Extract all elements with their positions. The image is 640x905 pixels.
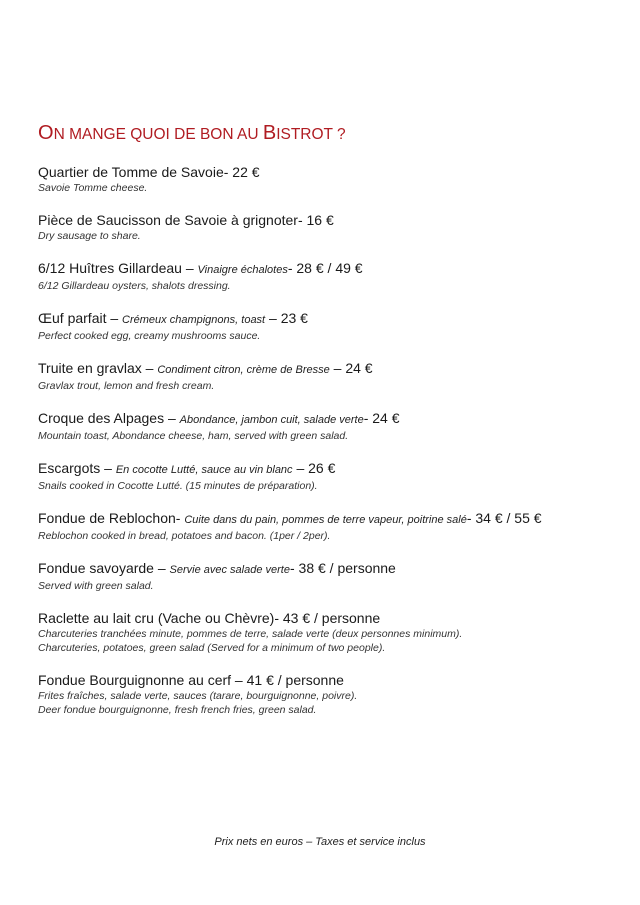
dish-translation: Charcuteries tranchées minute, pommes de terre, salade verte (deux personnes minimum). xyxy=(38,628,463,640)
dish-name: Œuf parfait – xyxy=(38,310,123,326)
dish-description: Abondance, jambon cuit, salade verte xyxy=(179,414,364,426)
dish-translation: Savoie Tomme cheese. xyxy=(38,182,148,194)
dish-translation: Deer fondue bourguignonne, fresh french fries, green salad. xyxy=(38,704,317,716)
dish-translation: Dry sausage to share. xyxy=(38,230,141,242)
dish-name: Fondue Bourguignonne au cerf xyxy=(38,672,232,688)
dish-price: - 24 € xyxy=(363,410,400,426)
dish-name: Escargots – xyxy=(38,460,116,476)
dish-price: – 26 € xyxy=(292,460,336,476)
menu-item-title xyxy=(38,309,628,329)
menu-item-title xyxy=(38,559,628,579)
dish-translation: Perfect cooked egg, creamy mushrooms sauce. xyxy=(38,330,261,342)
menu-item xyxy=(38,211,628,243)
menu-item xyxy=(38,259,628,293)
dish-description: Cuite dans du pain, pommes de terre vapeur, poitrine salé xyxy=(184,514,467,526)
menu-item xyxy=(38,509,628,543)
dish-name: Raclette au lait cru (Vache ou Chèvre) xyxy=(38,610,275,626)
dish-name: 6/12 Huîtres Gillardeau – xyxy=(38,260,198,276)
dish-description: Condiment citron, crème de Bresse xyxy=(157,364,330,376)
dish-description: Crémeux champignons, toast xyxy=(122,314,266,326)
menu-item-title xyxy=(38,671,628,689)
menu-item-title xyxy=(38,359,628,379)
menu-item xyxy=(38,459,628,493)
menu-list xyxy=(38,163,628,733)
dish-description: Vinaigre échalotes xyxy=(197,264,288,276)
dish-translation: 6/12 Gillardeau oysters, shalots dressing. xyxy=(38,280,231,292)
menu-item-title xyxy=(38,409,628,429)
dish-name: Pièce de Saucisson de Savoie à grignoter xyxy=(38,212,298,228)
dish-price: - 28 € / 49 € xyxy=(287,260,363,276)
menu-title: ON MANGE QUOI DE BON AU BISTROT ? xyxy=(38,122,346,144)
dish-price: - 43 € / personne xyxy=(274,610,381,626)
menu-item-title xyxy=(38,609,628,627)
dish-description: Servie avec salade verte xyxy=(169,564,290,576)
dish-translation: Gravlax trout, lemon and fresh cream. xyxy=(38,380,215,392)
dish-price: - 16 € xyxy=(297,212,334,228)
dish-description: En cocotte Lutté, sauce au vin blanc xyxy=(115,464,293,476)
menu-item xyxy=(38,309,628,343)
dish-name: Quartier de Tomme de Savoie xyxy=(38,164,224,180)
dish-price: – 41 € / personne xyxy=(231,672,344,688)
dish-price: - 34 € / 55 € xyxy=(466,510,542,526)
menu-item xyxy=(38,671,628,717)
dish-translation: Frites fraîches, salade verte, sauces (tarare, bourguignonne, poivre). xyxy=(38,690,358,702)
dish-price: – 23 € xyxy=(265,310,308,326)
dish-translation: Snails cooked in Cocotte Lutté. (15 minutes de préparation). xyxy=(38,480,318,492)
dish-name: Truite en gravlax – xyxy=(38,360,158,376)
dish-name: Croque des Alpages – xyxy=(38,410,180,426)
dish-translation: Reblochon cooked in bread, potatoes and bacon. (1per / 2per). xyxy=(38,530,331,542)
dish-price: - 38 € / personne xyxy=(289,560,396,576)
menu-item xyxy=(38,409,628,443)
price-footnote: Prix nets en euros – Taxes et service inclus xyxy=(214,836,426,848)
dish-name: Fondue de Reblochon- xyxy=(38,510,185,526)
menu-item-title xyxy=(38,459,628,479)
menu-item-title xyxy=(38,163,628,181)
dish-price: – 24 € xyxy=(329,360,373,376)
menu-item-title xyxy=(38,509,628,529)
menu-item-title xyxy=(38,259,628,279)
menu-item xyxy=(38,359,628,393)
dish-translation: Charcuteries, potatoes, green salad (Served for a minimum of two people). xyxy=(38,642,386,654)
menu-item xyxy=(38,163,628,195)
dish-translation: Mountain toast, Abondance cheese, ham, served with green salad. xyxy=(38,430,349,442)
dish-name: Fondue savoyarde – xyxy=(38,560,170,576)
menu-item xyxy=(38,559,628,593)
dish-translation: Served with green salad. xyxy=(38,580,154,592)
menu-item xyxy=(38,609,628,655)
menu-item-title xyxy=(38,211,628,229)
dish-price: - 22 € xyxy=(223,164,260,180)
